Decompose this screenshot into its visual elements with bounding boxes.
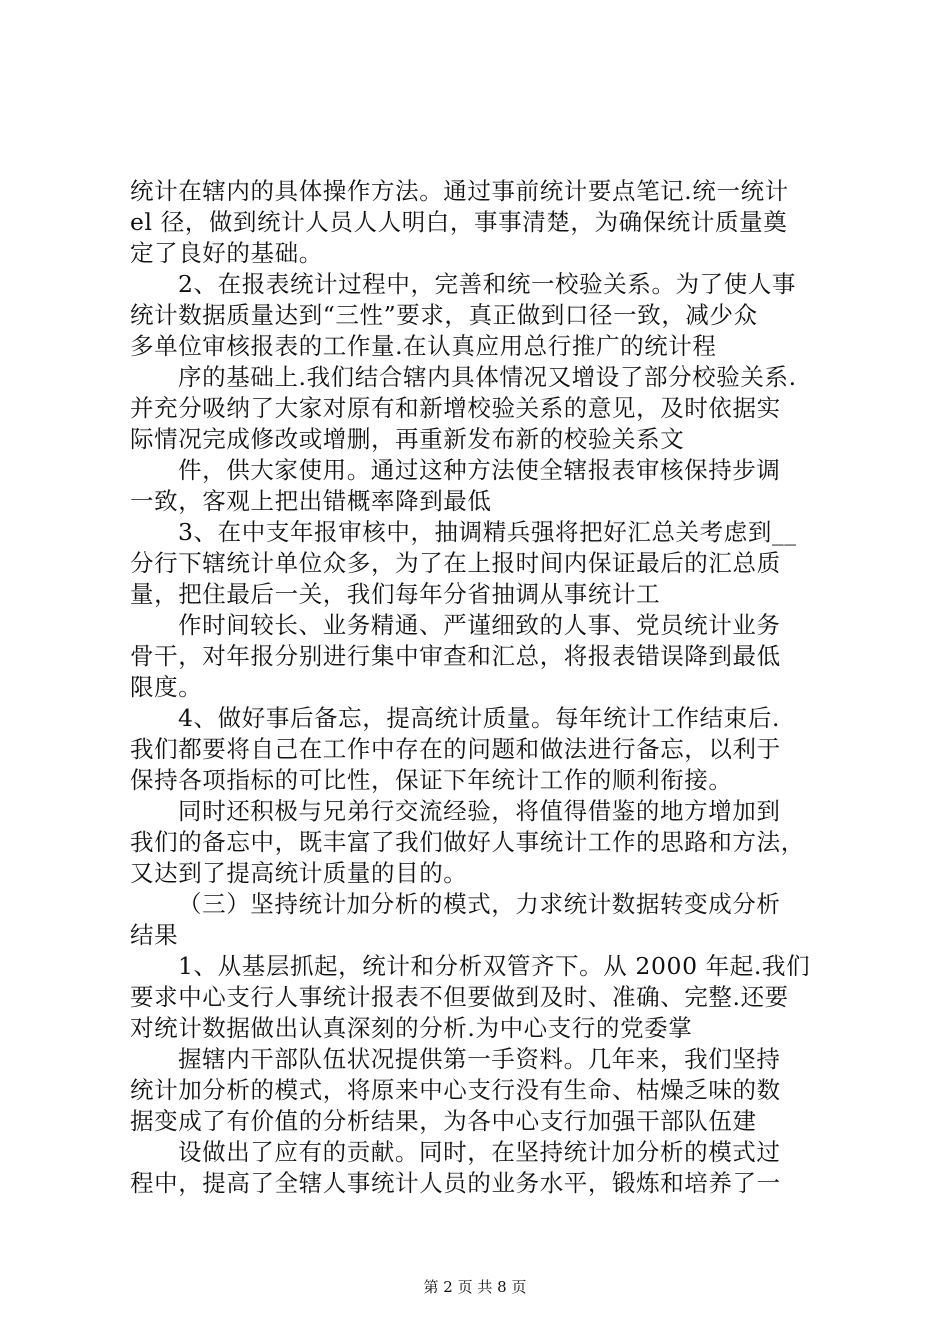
text-line: 限度。 bbox=[130, 673, 203, 701]
text-line: 统计在辖内的具体操作方法。通过事前统计要点笔记.统一统计 bbox=[130, 177, 789, 205]
text-line: 保持各项指标的可比性，保证下年统计工作的顺利衔接。 bbox=[130, 766, 733, 794]
text-line: 我们都要将自己在工作中存在的问题和做法进行备忘，以利于 bbox=[130, 735, 781, 763]
text-line: 据变成了有价值的分析结果，为各中心支行加强干部队伍建 bbox=[130, 1107, 757, 1135]
text-line: 统计加分析的模式，将原来中心支行没有生命、枯燥乏味的数 bbox=[130, 1076, 781, 1104]
section-heading: （三）坚持统计加分析的模式，力求统计数据转变成分析 bbox=[178, 890, 781, 918]
text-line: 同时还积极与兄弟行交流经验，将值得借鉴的地方增加到 bbox=[178, 797, 781, 825]
section-heading-continued: 结果 bbox=[130, 921, 179, 949]
text-line: 多单位审核报表的工作量.在认真应用总行推广的统计程 bbox=[130, 332, 717, 360]
text-line: 我们的备忘中，既丰富了我们做好人事统计工作的思路和方法， bbox=[130, 828, 805, 856]
text-line: 2、在报表统计过程中，完善和统一校验关系。为了使人事 bbox=[178, 270, 797, 298]
text-line: 序的基础上.我们结合辖内具体情况又增设了部分校验关系. bbox=[178, 363, 797, 391]
text-line: 3、在中支年报审核中，抽调精兵强将把好汇总关考虑到__ bbox=[178, 518, 797, 546]
text-line: 际情况完成修改或增删，再重新发布新的校验关系文 bbox=[130, 425, 685, 453]
text-line: 骨干，对年报分别进行集中审查和汇总，将报表错误降到最低 bbox=[130, 642, 781, 670]
text-line: 设做出了应有的贡献。同时，在坚持统计加分析的模式过 bbox=[178, 1138, 781, 1166]
text-line: 量，把住最后一关，我们每年分省抽调从事统计工 bbox=[130, 580, 661, 608]
text-line: el 径，做到统计人员人人明白，事事清楚，为确保统计质量奠 bbox=[130, 208, 788, 236]
text-line: 分行下辖统计单位众多，为了在上报时间内保证最后的汇总质 bbox=[130, 549, 781, 577]
text-line: 要求中心支行人事统计报表不但要做到及时、准确、完整.还要 bbox=[130, 983, 789, 1011]
page-number-footer: 第 2 页 共 8 页 bbox=[423, 1278, 527, 1296]
text-line: 并充分吸纳了大家对原有和新增校验关系的意见，及时依据实 bbox=[130, 394, 781, 422]
text-line: 1、从基层抓起，统计和分析双管齐下。从 2000 年起.我们 bbox=[178, 952, 811, 980]
text-line: 对统计数据做出认真深刻的分析.为中心支行的党委掌 bbox=[130, 1014, 693, 1042]
text-line: 定了良好的基础。 bbox=[130, 239, 323, 267]
text-line: 程中，提高了全辖人事统计人员的业务水平，锻炼和培养了一 bbox=[130, 1169, 781, 1197]
text-line: 作时间较长、业务精通、严谨细致的人事、党员统计业务 bbox=[178, 611, 781, 639]
text-line: 4、做好事后备忘，提高统计质量。每年统计工作结束后. bbox=[178, 704, 781, 732]
text-line: 统计数据质量达到“三性”要求，真正做到口径一致，减少众 bbox=[130, 301, 758, 329]
text-line: 又达到了提高统计质量的目的。 bbox=[130, 859, 468, 887]
text-line: 握辖内干部队伍状况提供第一手资料。几年来，我们坚持 bbox=[178, 1045, 781, 1073]
text-line: 一致，客观上把出错概率降到最低 bbox=[130, 487, 492, 515]
text-line: 件，供大家使用。通过这种方法使全辖报表审核保持步调 bbox=[178, 456, 781, 484]
